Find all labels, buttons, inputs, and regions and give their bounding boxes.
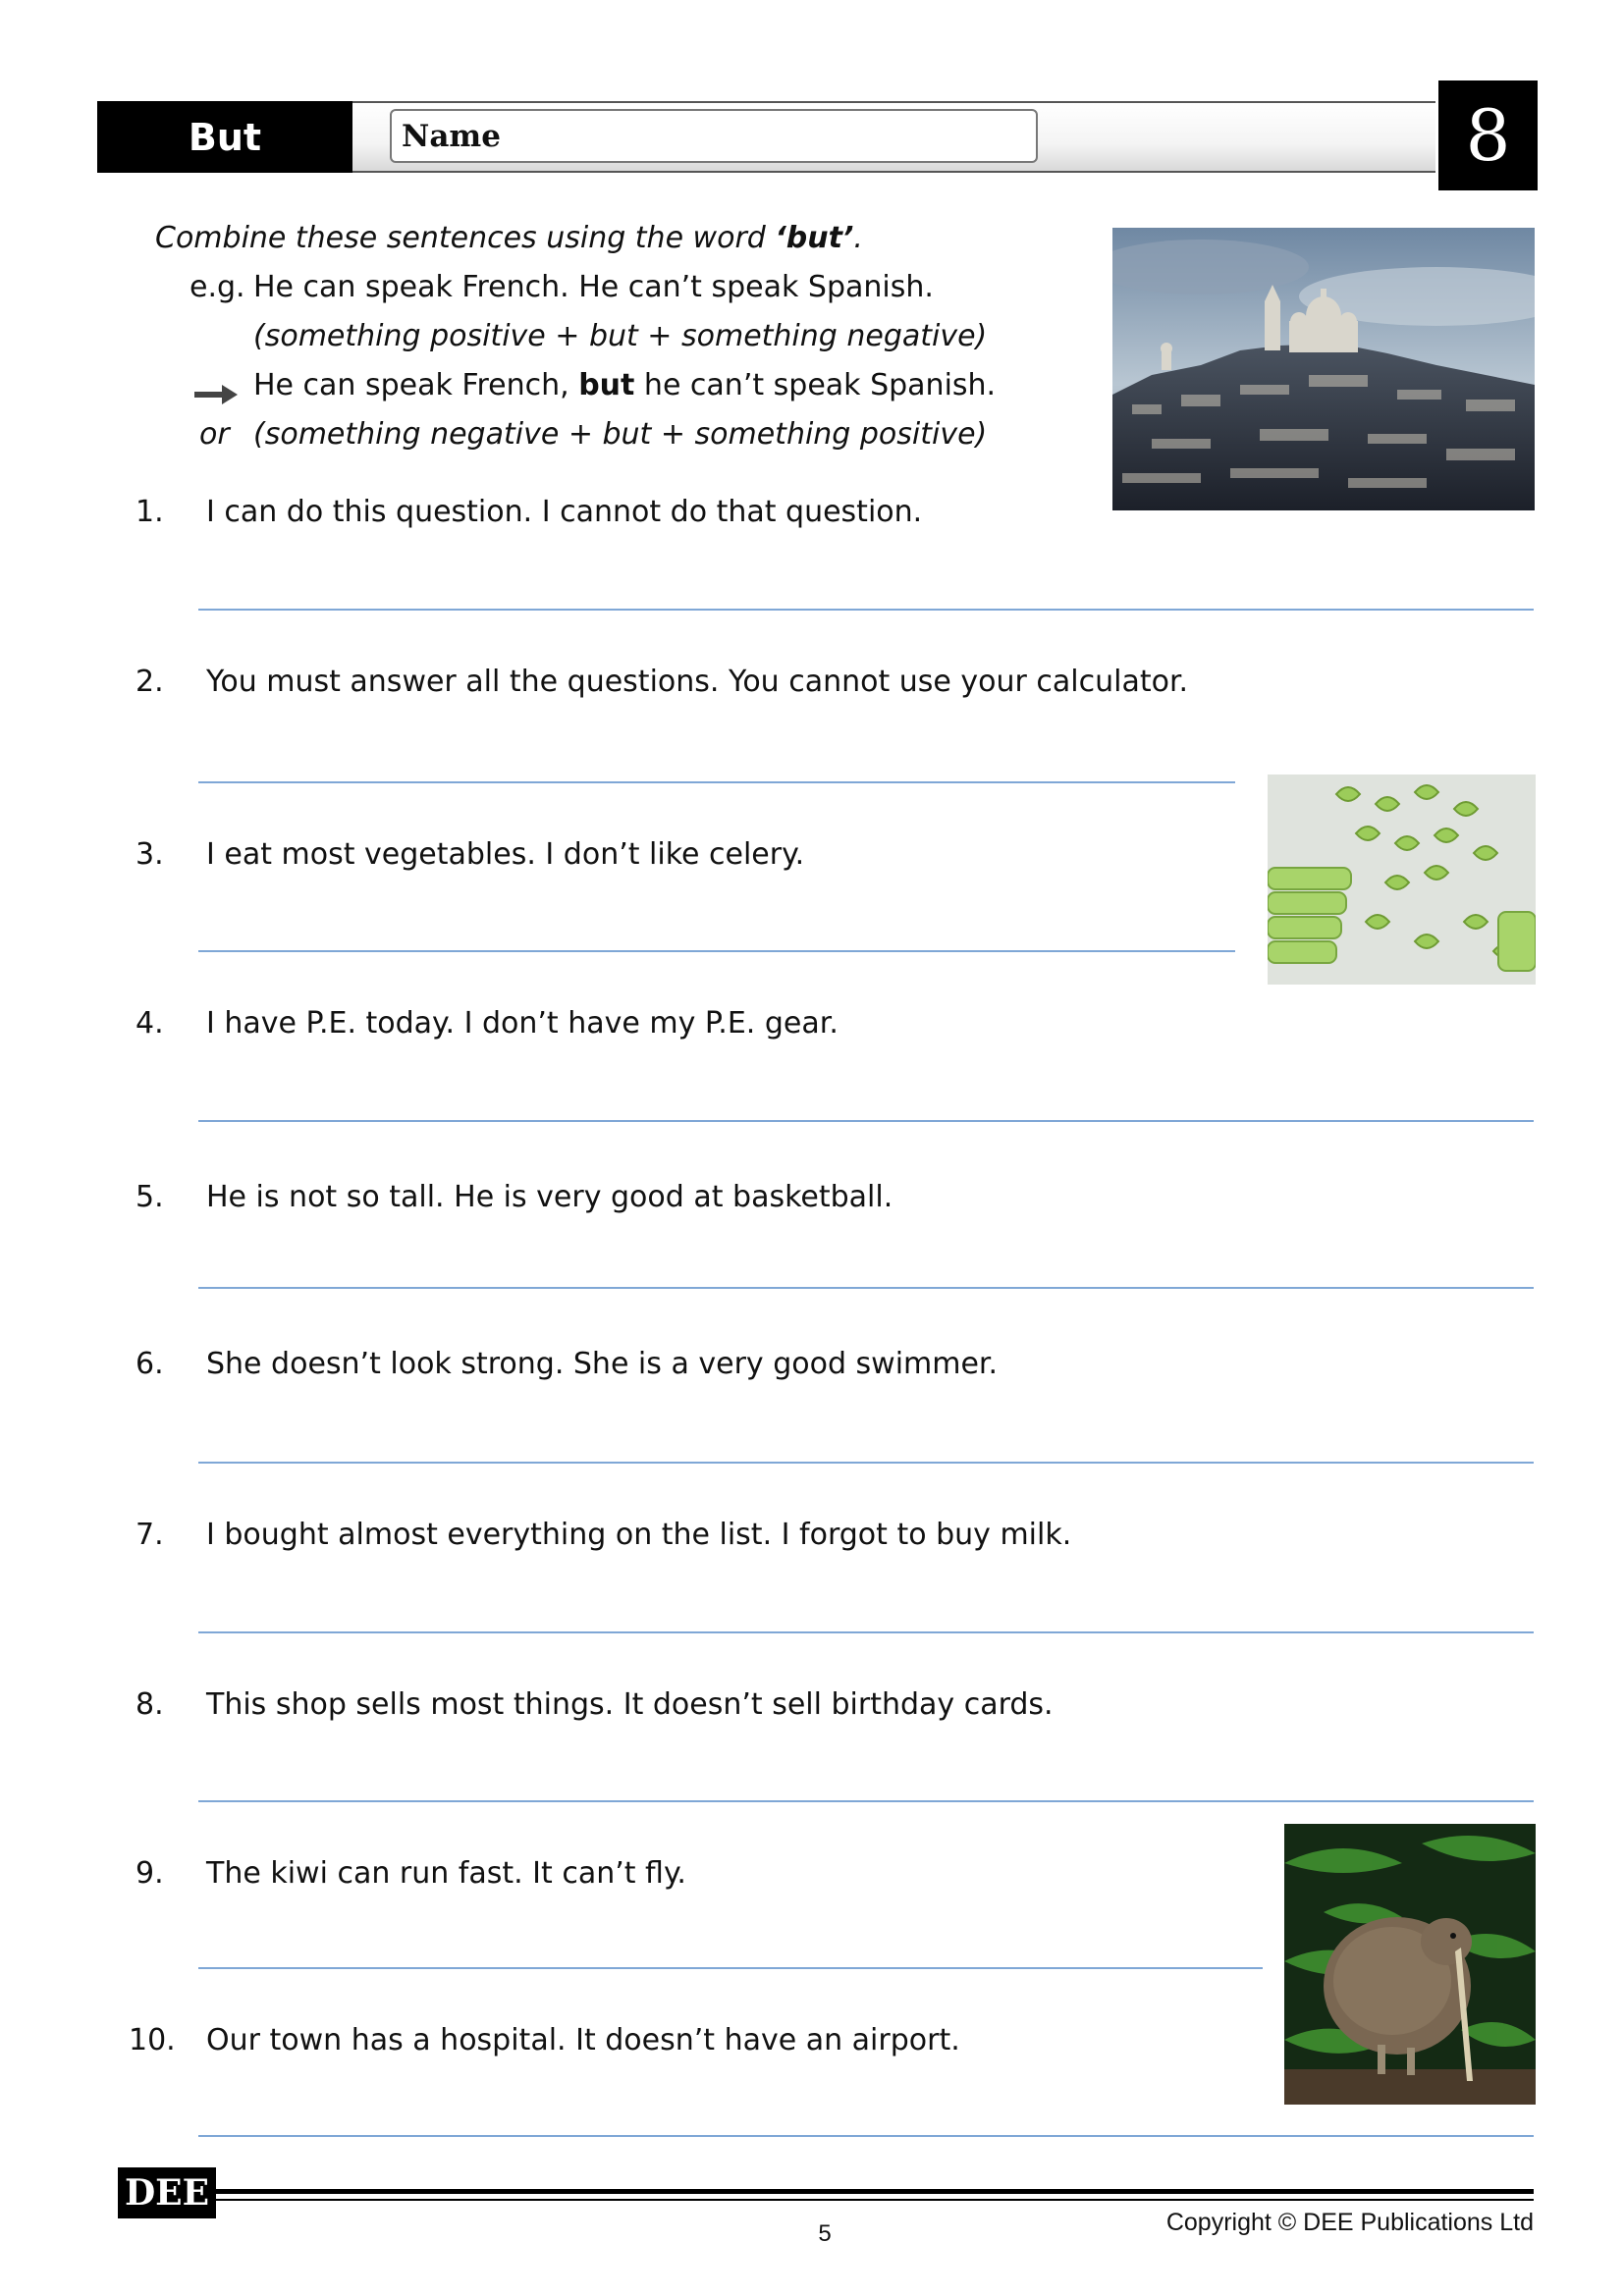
name-label: Name <box>402 118 501 154</box>
question-number: 6. <box>135 1347 164 1381</box>
question-text: She doesn’t look strong. She is a very good swimmer. <box>206 1347 999 1381</box>
eg-label: e.g. <box>189 270 245 304</box>
answer-line[interactable] <box>198 1287 1534 1289</box>
question-text: I have P.E. today. I don’t have my P.E. gear. <box>206 1006 839 1041</box>
pattern-negative-positive: (something negative + but + something positive) <box>253 417 988 452</box>
footer-rule-thin <box>216 2199 1534 2201</box>
answer-line[interactable] <box>198 1800 1534 1802</box>
question-text: Our town has a hospital. It doesn’t have an airport. <box>206 2023 960 2057</box>
question-number: 3. <box>135 837 164 872</box>
answer-line[interactable] <box>198 1967 1263 1969</box>
answer-line[interactable] <box>198 1120 1534 1122</box>
question-text: You must answer all the questions. You cannot use your calculator. <box>206 665 1189 699</box>
celery-photo <box>1268 774 1536 985</box>
eg-sentence: He can speak French. He can’t speak Spanish. <box>253 270 934 304</box>
question-number: 8. <box>135 1687 164 1722</box>
dee-logo: DEE <box>118 2167 216 2218</box>
example-answer <box>253 368 997 402</box>
copyright-notice: Copyright © DEE Publications Ltd <box>1165 2209 1534 2236</box>
answer-line[interactable] <box>198 950 1235 952</box>
question-number: 1. <box>135 495 164 529</box>
question-number: 10. <box>129 2023 176 2057</box>
paris-skyline-photo <box>1112 228 1535 510</box>
kiwi-bird-photo <box>1284 1824 1536 2105</box>
question-text: I can do this question. I cannot do that question. <box>206 495 923 529</box>
pattern-positive-negative: (something positive + but + something negative) <box>253 319 988 353</box>
instruction-period: . <box>853 221 863 255</box>
question-number: 7. <box>135 1518 164 1552</box>
example-answer-end: he can’t speak Spanish. <box>634 368 997 402</box>
page-number: 5 <box>818 2220 832 2247</box>
worksheet-number: 8 <box>1438 80 1538 190</box>
question-text: The kiwi can run fast. It can’t fly. <box>206 1856 686 1891</box>
worksheet-title: But <box>97 101 352 173</box>
question-number: 5. <box>135 1180 164 1214</box>
name-field[interactable] <box>390 109 1038 163</box>
question-number: 4. <box>135 1006 164 1041</box>
question-text: I eat most vegetables. I don’t like celery. <box>206 837 805 872</box>
answer-line[interactable] <box>198 2135 1534 2137</box>
instruction-keyword: ‘but’ <box>775 221 854 255</box>
question-text: This shop sells most things. It doesn’t sell birthday cards. <box>206 1687 1054 1722</box>
answer-line[interactable] <box>198 1631 1534 1633</box>
answer-line[interactable] <box>198 1462 1534 1464</box>
instruction-text: Combine these sentences using the word <box>155 221 776 255</box>
footer-rule <box>216 2189 1534 2194</box>
question-number: 2. <box>135 665 164 699</box>
question-text: He is not so tall. He is very good at basketball. <box>206 1180 893 1214</box>
example-answer-keyword: but <box>578 368 635 402</box>
or-label: or <box>199 417 230 452</box>
answer-line[interactable] <box>198 781 1235 783</box>
arrow-right-icon <box>194 383 238 406</box>
instruction-line <box>155 221 863 255</box>
question-text: I bought almost everything on the list. I forgot to buy milk. <box>206 1518 1072 1552</box>
question-number: 9. <box>135 1856 164 1891</box>
example-answer-start: He can speak French, <box>253 368 579 402</box>
answer-line[interactable] <box>198 609 1534 611</box>
